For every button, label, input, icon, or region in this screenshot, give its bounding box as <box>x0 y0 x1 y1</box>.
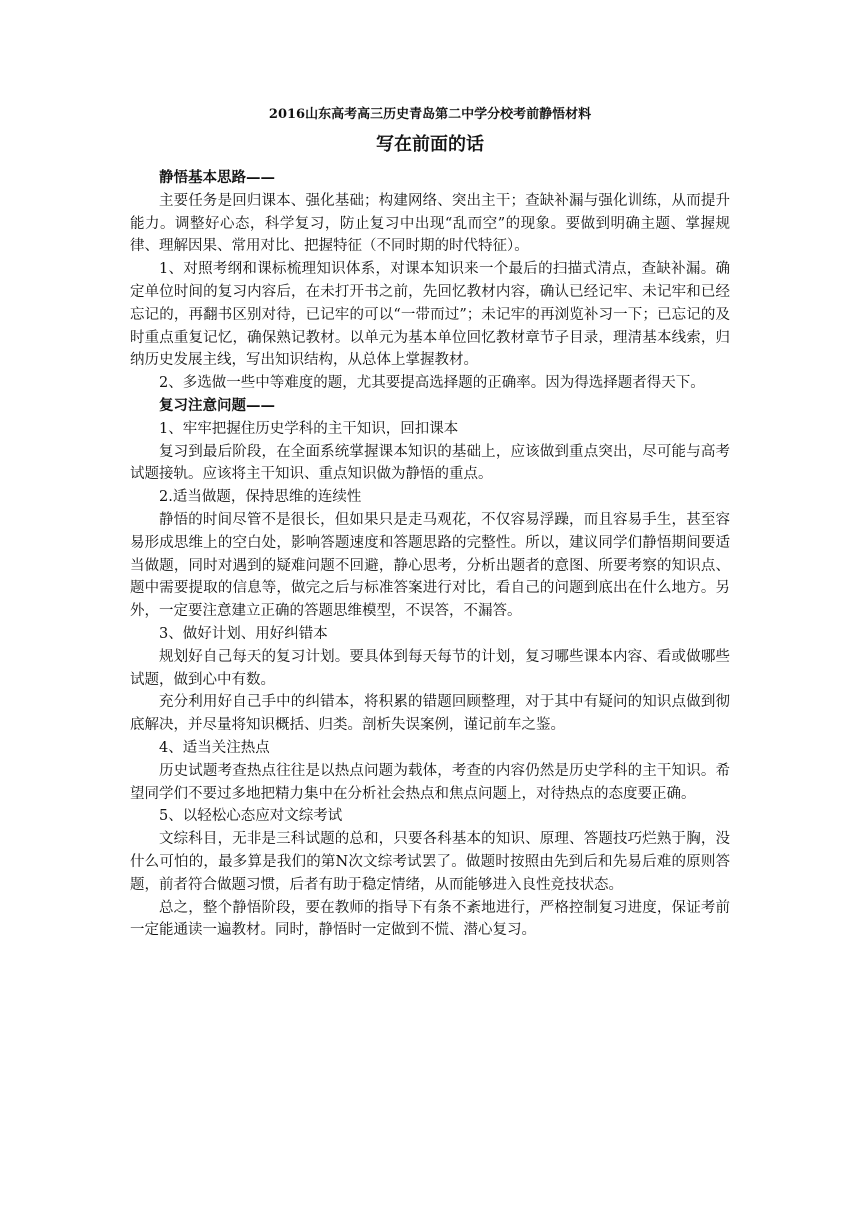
paragraph: 文综科目，无非是三科试题的总和，只要各科基本的知识、原理、答题技巧烂熟于胸，没什么可怕的，最多算是我们的第N次文综考试罢了。做题时按照由先到后和先易后难的原则答题，前者符合做题习惯，后者有助于稳定情绪，从而能够进入良性竞技状态。 <box>130 831 730 893</box>
paragraph: 复习到最后阶段，在全面系统掌握课本知识的基础上，应该做到重点突出，尽可能与高考试题接轨。应该将主干知识、重点知识做为静悟的重点。 <box>130 443 730 483</box>
paragraph: 充分利用好自己手中的纠错本，将积累的错题回顾整理，对于其中有疑问的知识点做到彻底解决，并尽量将知识概括、归类。剖析失误案例，谨记前车之鉴。 <box>130 694 730 734</box>
document-header: 2016山东高考高三历史青岛第二中学分校考前静悟材料 <box>268 107 592 122</box>
paragraph: 3、做好计划、用好纠错本 <box>159 625 328 642</box>
section-heading-thinking: 静悟基本思路—— <box>159 169 275 186</box>
paragraph: 1、对照考纲和课标梳理知识体系，对课本知识来一个最后的扫描式清点，查缺补漏。确定单位时间的复习内容后，在未打开书之前，先回忆教材内容，确认已经记牢、未记牢和已经忘记的，再翻书区别对待，已记牢的可以“一带而过”；未记牢的再浏览补习一下；已忘记的及时重点重复记忆，确保熟记教材。以单元为基本单位回忆教材章节子目录，理清基本线索，归纳历史发展主线，写出知识结构，从总体上掌握教材。 <box>130 261 730 369</box>
paragraph: 历史试题考查热点往往是以热点问题为载体，考查的内容仍然是历史学科的主干知识。希望同学们不要过多地把精力集中在分析社会热点和焦点问题上，对待热点的态度要正确。 <box>130 762 730 802</box>
paragraph: 4、适当关注热点 <box>159 739 270 756</box>
paragraph: 2.适当做题，保持思维的连续性 <box>159 489 362 506</box>
paragraph: 静悟的时间尽管不是很长，但如果只是走马观花，不仅容易浮躁，而且容易手生，甚至容易形成思维上的空白处，影响答题速度和答题思路的完整性。所以，建议同学们静悟期间要适当做题，同时对遇到的疑难问题不回避，静心思考，分析出题者的意图、所要考察的知识点、题中需要提取的信息等，做完之后与标准答案进行对比，看自己的问题到底出在什么地方。另外，一定要注意建立正确的答题思维模型，不误答，不漏答。 <box>130 511 730 620</box>
paragraph: 规划好自己每天的复习计划。要具体到每天每节的计划，复习哪些课本内容、看或做哪些试题，做到心中有数。 <box>130 648 730 688</box>
document-title: 写在前面的话 <box>376 134 484 155</box>
paragraph: 总之，整个静悟阶段，要在教师的指导下有条不紊地进行，严格控制复习进度，保证考前一定能通读一遍教材。同时，静悟时一定做到不慌、潜心复习。 <box>130 899 730 939</box>
section-heading-issues: 复习注意问题—— <box>159 396 275 414</box>
paragraph: 主要任务是回归课本、强化基础；构建网络、突出主干；查缺补漏与强化训练，从而提升能力。调整好心态，科学复习，防止复习中出现“乱而空”的现象。要做到明确主题、掌握规律、理解因果、常用对比、把握特征（不同时期的时代特征）。 <box>130 192 730 255</box>
paragraph: 5、以轻松心态应对文综考试 <box>159 808 343 825</box>
paragraph: 1、牢牢把握住历史学科的主干知识，回扣课本 <box>159 420 459 437</box>
document-page <box>130 105 730 942</box>
paragraph: 2、多选做一些中等难度的题，尤其要提高选择题的正确率。因为得选择题者得天下。 <box>159 375 705 392</box>
